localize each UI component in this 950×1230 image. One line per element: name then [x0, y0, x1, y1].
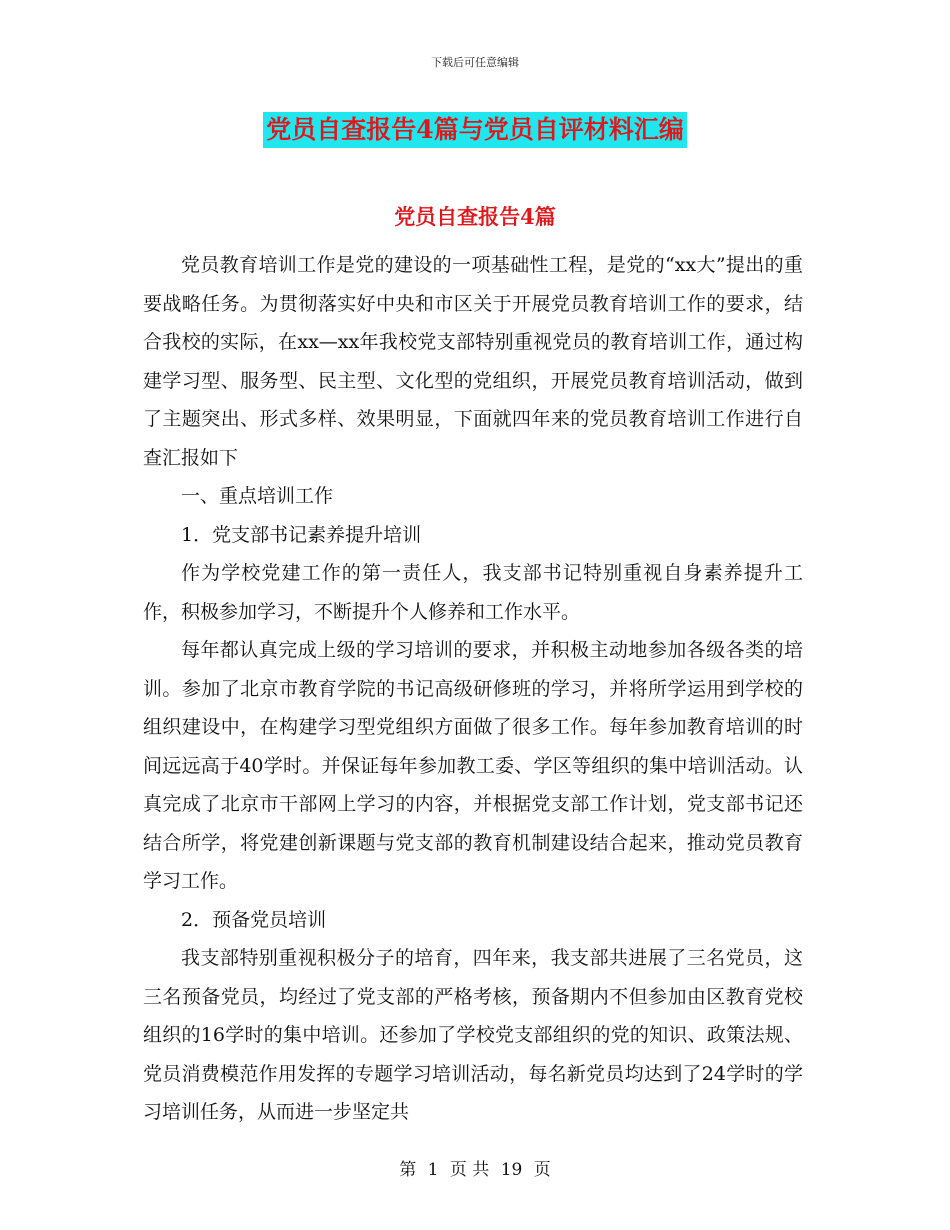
paragraph: 作为学校党建工作的第一责任人，我支部书记特别重视自身素养提升工作，积极参加学习，不断提升个人修养和工作水平。 — [143, 562, 803, 623]
footer-suffix: 页 — [533, 1160, 551, 1180]
document-title-wrapper — [0, 112, 950, 148]
footer-middle: 页 共 — [449, 1160, 490, 1180]
page-number: 1 — [427, 1160, 439, 1180]
header-note: 下载后可任意编辑 — [431, 56, 519, 69]
heading-secretary-training: 1．党支部书记素养提升培训 — [181, 523, 422, 546]
footer-prefix: 第 — [399, 1160, 417, 1180]
heading-key-training: 一、重点培训工作 — [181, 485, 334, 507]
paragraph: 每年都认真完成上级的学习培训的要求，并积极主动地参加各级各类的培训。参加了北京市教育学院的书记高级研修班的学习，并将所学运用到学校的组织建设中，在构建学习型党组织方面做了很多工作。每年参加教育培训的时间远远高于40学时。并保证每年参加教工委、学区等组织的集中培训活动。认真完成了北京市干部网上学习的内容，并根据党支部工作计划，党支部书记还结合所学，将党建创新课题与党支部的教育机制建设结合起来，推动党员教育学习工作。 — [143, 639, 803, 892]
page-total: 19 — [500, 1160, 523, 1180]
page-footer — [0, 1155, 950, 1180]
body-text — [143, 246, 803, 1132]
document-title: 党员自查报告4篇与党员自评材料汇编 — [263, 112, 686, 148]
heading-probationary-training: 2．预备党员培训 — [181, 908, 327, 931]
paragraph: 我支部特别重视积极分子的培育，四年来，我支部共进展了三名党员，这三名预备党员，均经过了党支部的严格考核，预备期内不但参加由区教育党校组织的16学时的集中培训。还参加了学校党支部组织的党的知识、政策法规、党员消费模范作用发挥的专题学习培训活动，每名新党员均达到了24学时的学习培训任务，从而进一步坚定共 — [143, 947, 803, 1123]
paragraph: 党员教育培训工作是党的建设的一项基础性工程，是党的“xx大”提出的重要战略任务。为贯彻落实好中央和市区关于开展党员教育培训工作的要求，结合我校的实际，在xx—xx年我校党支部特别重视党员的教育培训工作，通过构建学习型、服务型、民主型、文化型的党组织，开展党员教育培训活动，做到了主题突出、形式多样、效果明显，下面就四年来的党员教育培训工作进行自查汇报如下 — [143, 254, 803, 469]
section-title: 党员自查报告4篇 — [394, 204, 556, 229]
